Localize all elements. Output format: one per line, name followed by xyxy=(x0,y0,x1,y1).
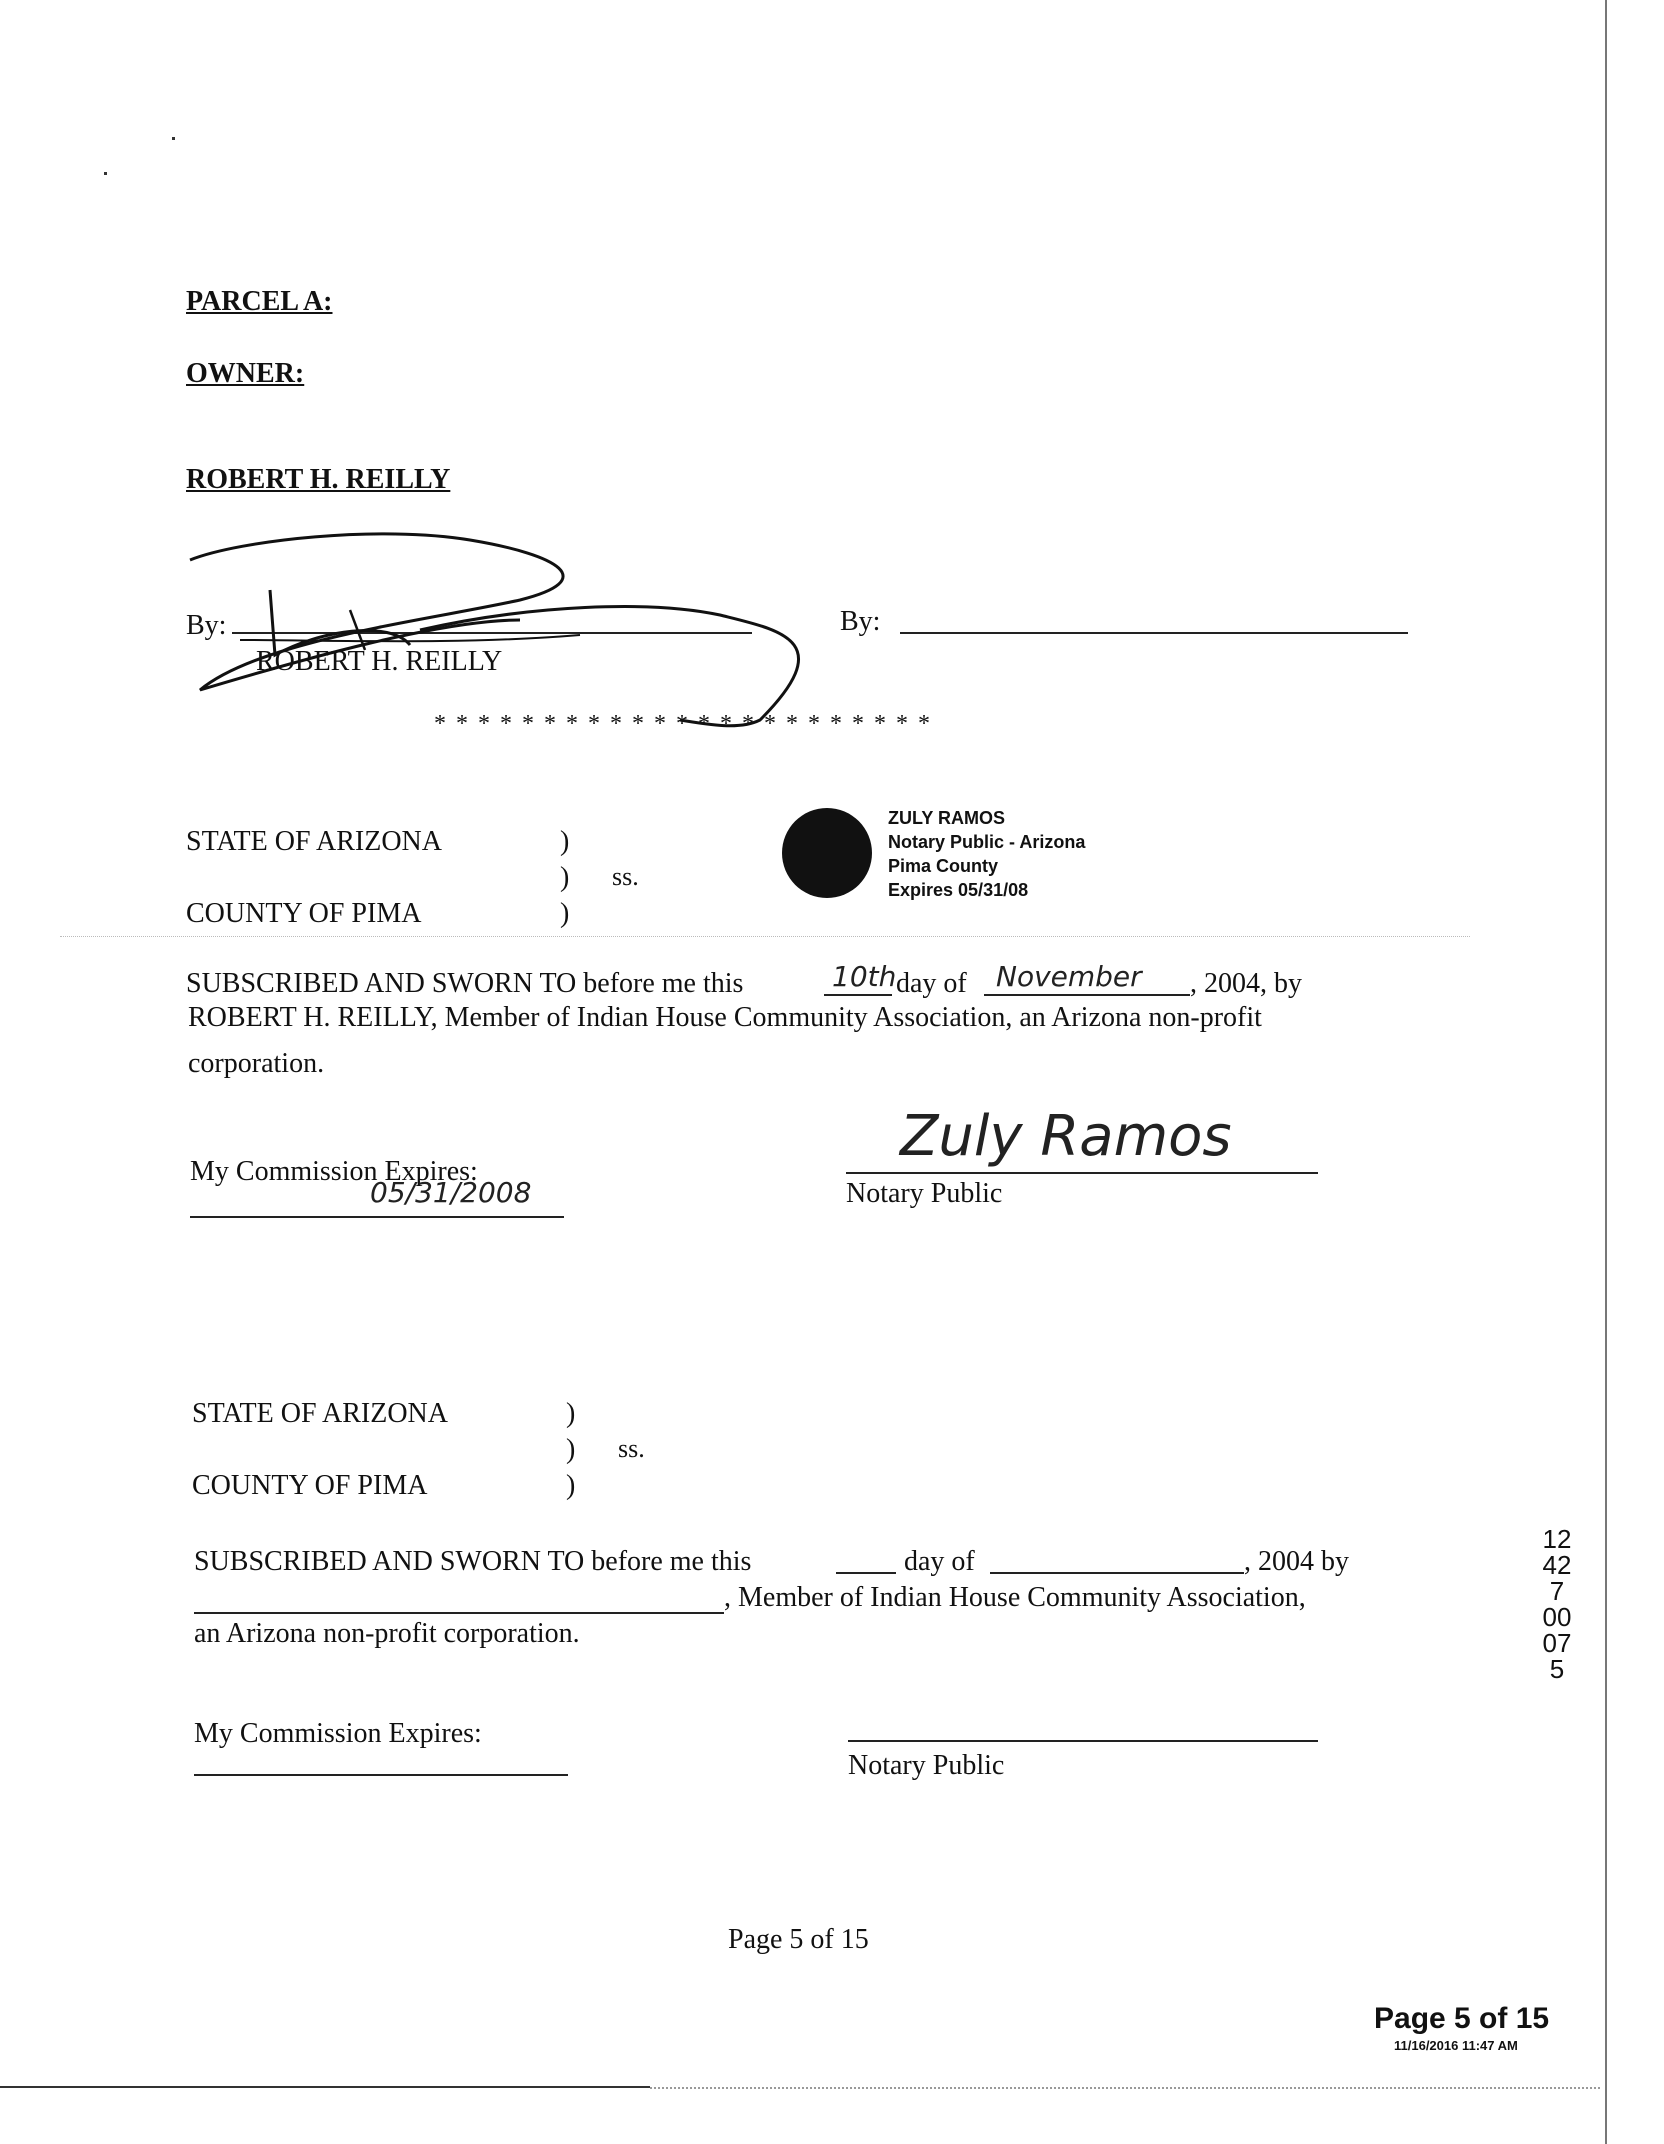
ss-label-1: ss. xyxy=(612,862,639,891)
member-name-blank-2 xyxy=(194,1612,724,1614)
sworn-prefix-2: SUBSCRIBED AND SWORN TO before me this xyxy=(194,1546,752,1577)
footer-page-label: Page 5 of 15 xyxy=(1374,2002,1550,2035)
state-label-1: STATE OF ARIZONA xyxy=(186,826,442,857)
scan-speck xyxy=(172,137,175,140)
owner-signature-scribble xyxy=(180,520,840,730)
sworn-prefix-1: SUBSCRIBED AND SWORN TO before me this xyxy=(186,968,744,999)
parcel-heading: PARCEL A: xyxy=(186,286,333,317)
month-blank-1 xyxy=(984,994,1190,996)
commission-line-2 xyxy=(194,1774,568,1776)
day-blank-1 xyxy=(824,994,892,996)
commission-line-1 xyxy=(190,1216,564,1218)
notary-label-2: Notary Public xyxy=(848,1750,1005,1781)
notary-signature-1: Zuly Ramos xyxy=(900,1104,1232,1169)
month-handwritten-1: November xyxy=(996,960,1142,993)
owner-heading: OWNER: xyxy=(186,358,305,389)
signature-line-right xyxy=(900,632,1408,634)
day-of-label-2: day of xyxy=(904,1546,975,1577)
page-center-label: Page 5 of 15 xyxy=(728,1924,869,1955)
page-edge-line xyxy=(1605,0,1607,2144)
footer-timestamp: 11/16/2016 11:47 AM xyxy=(1394,2038,1518,2053)
asterisk-separator: * * * * * * * * * * * * * * * * * * * * * * * xyxy=(434,711,932,737)
notary-seal-icon xyxy=(782,808,872,898)
by-left-label: By: xyxy=(186,610,227,641)
year-by-label-1: , 2004, by xyxy=(1190,968,1302,999)
sworn-line3-1: corporation. xyxy=(188,1048,325,1079)
recording-number-vertical: 12427 00075 xyxy=(1542,1524,1572,1684)
commission-label-2: My Commission Expires: xyxy=(194,1718,482,1749)
notary-label-1: Notary Public xyxy=(846,1178,1003,1209)
county-label-1: COUNTY OF PIMA xyxy=(186,898,422,929)
day-blank-2 xyxy=(836,1572,896,1574)
notary-sign-line-2 xyxy=(848,1740,1318,1742)
county-label-2: COUNTY OF PIMA xyxy=(192,1470,428,1501)
bottom-edge-dotted xyxy=(650,2087,1600,2089)
venue-parens-1: ) ) ) xyxy=(560,826,570,929)
commission-label-1: My Commission Expires: xyxy=(190,1156,478,1187)
day-handwritten-1: 10th xyxy=(832,960,897,993)
month-blank-2 xyxy=(990,1572,1244,1574)
year-by-label-2: , 2004 by xyxy=(1244,1546,1349,1577)
left-signer-name: ROBERT H. REILLY xyxy=(256,646,503,677)
bottom-edge-line xyxy=(0,2086,650,2088)
member-text-2: , Member of Indian House Community Association, xyxy=(724,1582,1306,1613)
ss-label-2: ss. xyxy=(618,1434,645,1463)
scan-speck xyxy=(104,172,107,175)
sworn-line3-2: an Arizona non-profit corporation. xyxy=(194,1618,580,1649)
venue-parens-2: ) ) ) xyxy=(566,1398,576,1501)
sworn-line2-1: ROBERT H. REILLY, Member of Indian House Community Association, an Arizona non-profit xyxy=(188,1002,1262,1033)
notary-seal-stamp: ZULY RAMOS Notary Public - Arizona Pima County Expires 05/31/08 xyxy=(888,808,1086,900)
notary-sign-line-1 xyxy=(846,1172,1318,1174)
state-label-2: STATE OF ARIZONA xyxy=(192,1398,448,1429)
day-of-label-1: day of xyxy=(896,968,967,999)
by-right-label: By: xyxy=(840,606,881,637)
owner-name: ROBERT H. REILLY xyxy=(186,464,451,495)
commission-date-handwritten-1: 05/31/2008 xyxy=(370,1176,532,1209)
scan-divider xyxy=(60,936,1470,937)
